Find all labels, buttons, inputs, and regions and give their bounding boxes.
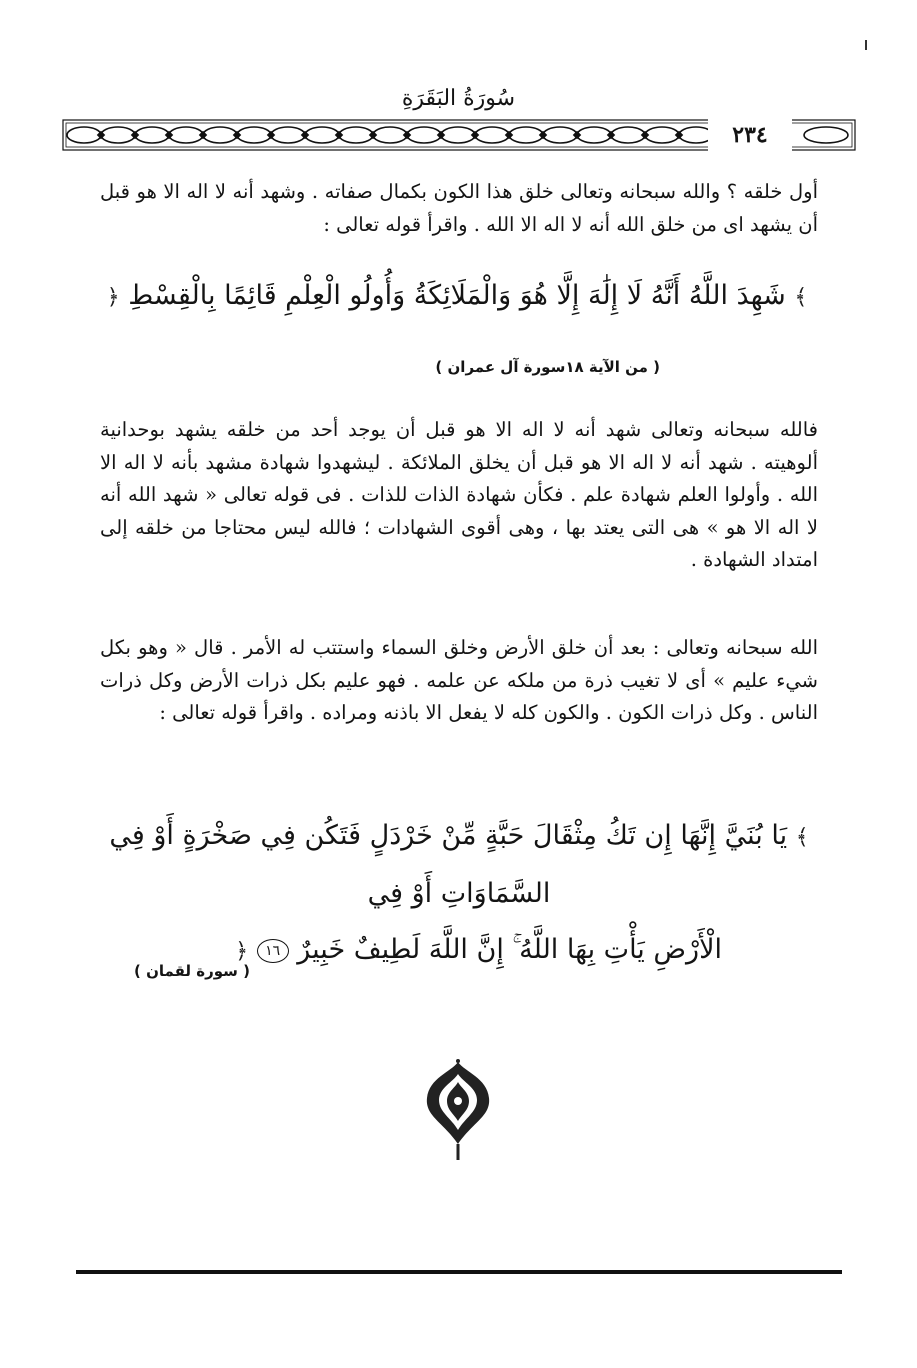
verse-luqman-line-2: الْأَرْضِ يَأْتِ بِهَا اللَّهُ ۚ إِنَّ اللَّهَ لَطِيفٌ خَبِيرٌ ١٦ ﴿ <box>235 934 722 965</box>
verse-open-ornament-icon: ﴾ <box>794 285 808 310</box>
surah-title: سُورَةُ البَقَرَةِ <box>401 86 516 111</box>
verse-open-ornament-icon: ﴾ <box>795 825 809 850</box>
footer-rule <box>76 1270 842 1274</box>
verse-al-imran-18 <box>92 268 822 328</box>
paragraph-3-text: الله سبحانه وتعالى : بعد أن خلق الأرض وخلق السماء واستتب له الأمر . قال « وهو بكل شيء عليم » أى لا تغيب ذرة من ملكه عن علمه . فهو عليم بكل ذرات الأرض وكل ذرات الناس . وكل ذرات الكون . والكون كله لا يفعل الا باذنه ومراده . واقرأ قوله تعالى : <box>100 636 818 724</box>
floral-ornament-icon <box>421 1058 495 1162</box>
paragraph-2-text: فالله سبحانه وتعالى شهد أنه لا اله الا هو قبل أن يوجد أحد من خلقه يشهد بوحدانية ألوهيته . شهد أنه لا اله الا هو قبل أن يخلق الملائكة . ليشهدوا شهادة مشهد بأنه لا اله الا الله . وأولوا العلم شهادة علم . فكأن شهادة الذات للذات . فى قوله تعالى « شهد الله أنه لا اله الا هو » هى التى يعتد بها ، وهى أقوى الشهادات ؛ فالله ليس محتاجا من خلقه إلى امتداد الشهادة . <box>100 418 818 571</box>
paragraph-2 <box>100 414 818 577</box>
verse-close-ornament-icon: ﴿ <box>235 939 249 964</box>
page-number: ٢٣٤ <box>708 119 792 151</box>
paragraph-1-text: أول خلقه ؟ والله سبحانه وتعالى خلق هذا الكون بكمال صفاته . وشهد أنه لا اله الا هو قبل أن يشهد اى من خلق الله أنه لا اله الا الله . واقرأ قوله تعالى : <box>100 180 818 236</box>
verse-close-ornament-icon: ﴿ <box>106 285 120 310</box>
verse-reference-luqman: ( سورة لقمان ) <box>134 962 250 980</box>
margin-mark <box>865 40 867 50</box>
verse-luqman-16 <box>96 808 822 965</box>
paragraph-1 <box>100 176 818 241</box>
verse-reference-al-imran: ( من الآية ١٨سورة آل عمران ) <box>435 358 660 376</box>
verse-al-imran-text: شَهِدَ اللَّهُ أَنَّهُ لَا إِلَٰهَ إِلَّا هُوَ وَالْمَلَائِكَةُ وَأُولُو الْعِلْمِ قَائِمًا بِالْقِسْطِ <box>128 280 786 311</box>
verse-luqman-line-1: ﴾ يَا بُنَيَّ إِنَّهَا إِن تَكُ مِثْقَالَ حَبَّةٍ مِّنْ خَرْدَلٍ فَتَكُن فِي صَخْرَةٍ أَوْ فِي السَّمَاوَاتِ أَوْ فِي <box>109 820 809 909</box>
ayah-number-marker: ١٦ <box>257 939 289 963</box>
paragraph-3 <box>100 632 818 730</box>
